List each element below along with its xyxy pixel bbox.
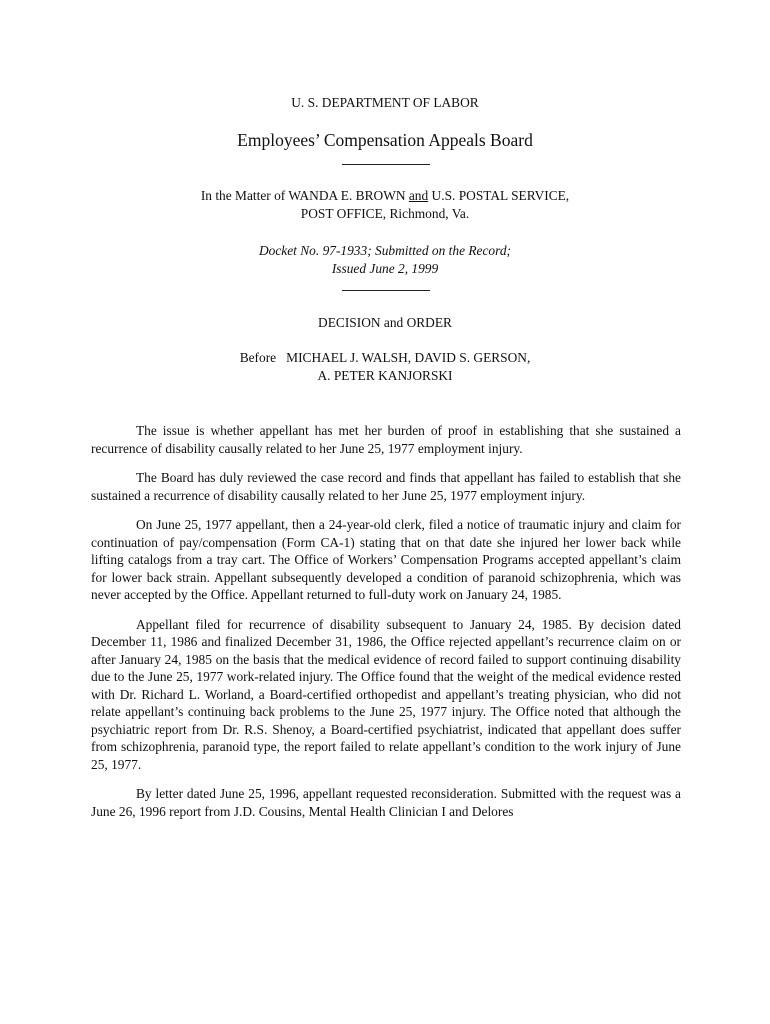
body-paragraph: The Board has duly reviewed the case record and finds that appellant has failed to establish that she sustained a recurrence of disability causally related to her June 25, 1977 employment injury. — [91, 470, 681, 503]
decision-body — [91, 422, 681, 832]
matter-line-1 — [0, 187, 770, 205]
body-paragraph: Appellant filed for recurrence of disability subsequent to January 24, 1985. By decision dated December 11, 1986 and finalized December 31, 1986, the Office rejected appellant’s recurrence claim on or after January 24, 1985 on the basis that the medical evidence of record failed to support continuing disability due to the June 25, 1977 work-related injury. The Office found that the weight of the medical evidence rested with Dr. Richard L. Worland, a Board-certified orthopedist and appellant’s treating physician, who did not relate appellant’s continuing back problems to the June 25, 1977 injury. The Office noted that although the psychiatric report from Dr. R.S. Shenoy, a Board-certified psychiatrist, indicated that appellant does suffer from schizophrenia, paranoid type, the report failed to relate appellant’s condition to the work injury of June 25, 1977. — [91, 616, 681, 772]
divider-rule — [342, 164, 430, 165]
docket-line-1: Docket No. 97-1933; Submitted on the Record; — [258, 243, 511, 258]
agency-heading: U. S. DEPARTMENT OF LABOR — [291, 95, 479, 110]
matter-line-2: POST OFFICE, Richmond, Va. — [300, 206, 470, 221]
board-title: Employees’ Compensation Appeals Board — [237, 130, 533, 150]
body-paragraph: The issue is whether appellant has met her burden of proof in establishing that she sustained a recurrence of disability causally related to her June 25, 1977 employment injury. — [91, 423, 681, 456]
docket-line-2: Issued June 2, 1999 — [331, 261, 439, 276]
docket-info — [0, 242, 770, 278]
decision-title: DECISION and ORDER — [318, 315, 452, 330]
matter-suffix: U.S. POSTAL SERVICE, — [428, 188, 570, 203]
body-paragraph: On June 25, 1977 appellant, then a 24-year-old clerk, filed a notice of traumatic injury and claim for continuation of pay/compensation (Form CA-1) stating that on that date she injured her lower back while lifting catalogs from a tray cart. The Office of Workers’ Compensation Programs accepted appellant’s claim for lower back strain. Appellant subsequently developed a condition of paranoid schizophrenia, which was never accepted by the Office. Appellant returned to full-duty work on January 24, 1985. — [91, 517, 681, 602]
panel-line-1: Before MICHAEL J. WALSH, DAVID S. GERSON, — [239, 350, 531, 365]
panel-line-2: A. PETER KANJORSKI — [317, 368, 453, 383]
matter-prefix: In the Matter of WANDA E. BROWN — [200, 188, 409, 203]
matter-conjunction: and — [408, 188, 429, 203]
panel-members — [0, 349, 770, 385]
matter-caption — [0, 187, 770, 223]
divider-rule — [342, 290, 430, 291]
body-paragraph: By letter dated June 25, 1996, appellant requested reconsideration. Submitted with the request was a June 26, 1996 report from J.D. Cousins, Mental Health Clinician I and Delores — [91, 786, 681, 819]
